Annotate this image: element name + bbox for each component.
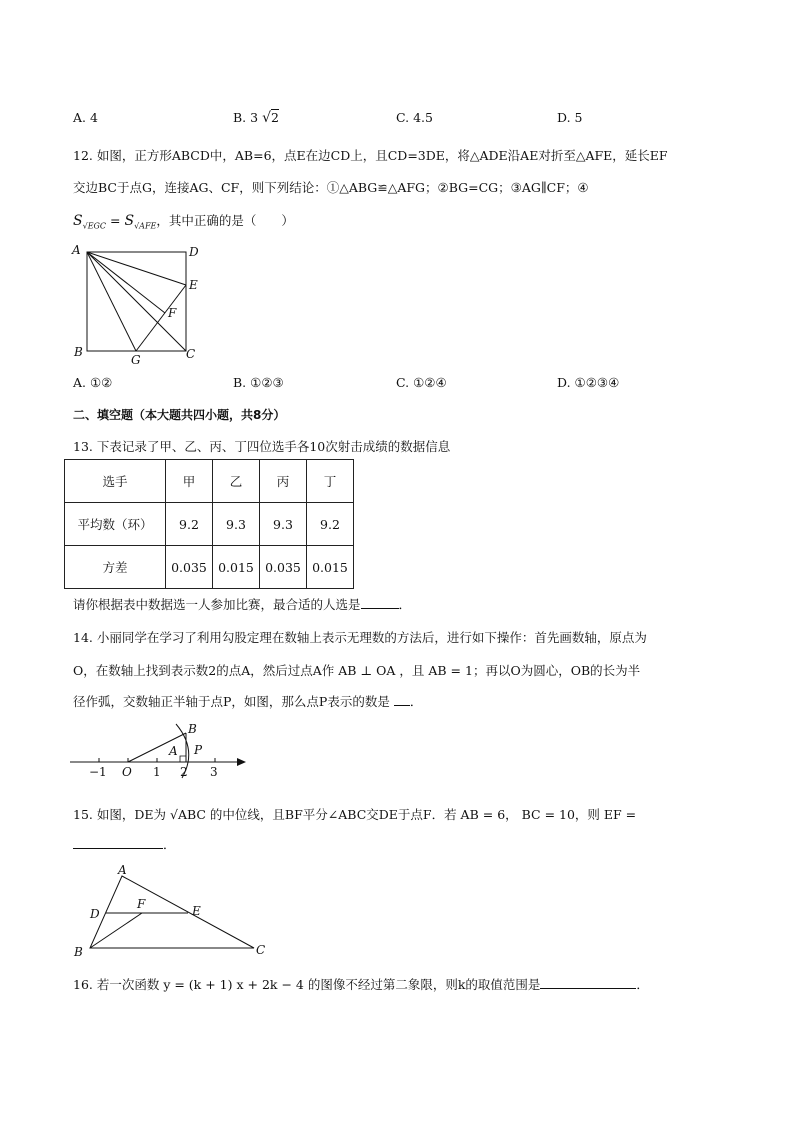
label-d: D (189, 245, 199, 259)
table-header-cell: 乙 (213, 460, 260, 503)
label-a: A (169, 744, 178, 758)
table-header-cell: 甲 (166, 460, 213, 503)
table-cell: 0.035 (260, 546, 307, 589)
q12-option-b: B. ①②③ (233, 375, 284, 390)
segment-eg (136, 285, 186, 351)
label-g: G (131, 353, 141, 367)
q13-answer-blank (361, 596, 399, 609)
q16-end: ． (636, 977, 649, 992)
right-angle-mark (180, 756, 186, 762)
label-o: O (122, 765, 132, 779)
tick-label: −1 (89, 765, 107, 779)
label-b: B (188, 722, 197, 736)
q14-answer-blank (394, 693, 410, 706)
label-b: B (74, 945, 83, 958)
q15-line1: 15. 如图，DE为 √ABC 的中位线，且BF平分∠ABC交DE于点F．若 AB = 6， BC = 10，则 EF = (73, 807, 637, 822)
segment-ag (87, 252, 136, 351)
q14-line3-text: 径作弧，交数轴正半轴于点P，如图，那么点P表示的数是 (73, 694, 390, 709)
q12-line3-tail: ，其中正确的是（ ） (156, 213, 294, 228)
q13-question-text: 请你根据表中数据选一人参加比赛，最合适的人选是 (73, 597, 361, 612)
q11-option-a: A. 4 (73, 110, 98, 125)
q12-s-lhs: S (73, 213, 83, 229)
q11-option-d: D. 5 (557, 110, 583, 125)
q15-answer-blank (73, 836, 163, 849)
q12-line3 (73, 211, 294, 231)
q14-line1: 14. 小丽同学在学习了利用勾股定理在数轴上表示无理数的方法后，进行如下操作：首先画数轴，原点为 (73, 630, 647, 645)
q12-s-rhs: S (124, 213, 135, 229)
q15-line2-end: ． (163, 837, 176, 852)
triangle-abc (90, 876, 254, 948)
label-f: F (137, 897, 146, 911)
table-header-row (65, 460, 354, 503)
label-d: D (90, 907, 100, 921)
q12-line2: 交边BC于点G，连接AG、CF，则下列结论：①△ABG≌△AFG；②BG=CG；③AG∥CF；④ (73, 180, 589, 195)
table-header-cell: 选手 (65, 460, 166, 503)
table-row (65, 503, 354, 546)
label-f: F (168, 306, 177, 320)
section2-title: 二、填空题（本大题共四小题，共8分） (73, 408, 286, 422)
q12-line1: 12. 如图，正方形ABCD中，AB=6，点E在边CD上，且CD=3DE，将△ADE沿AE对折至△AFE，延长EF (73, 148, 668, 163)
table-cell: 平均数（环） (65, 503, 166, 546)
table-cell: 0.035 (166, 546, 213, 589)
table-cell: 方差 (65, 546, 166, 589)
q11-option-b (233, 110, 279, 126)
q13-question-end: ． (398, 597, 412, 612)
q12-s-rhs-sub: √AFE (134, 221, 157, 231)
q12-square-figure (64, 242, 214, 367)
table-cell: 9.3 (260, 503, 307, 546)
q11-option-b-radicand: 2 (271, 110, 279, 125)
label-b: B (74, 345, 83, 359)
segment-ac-dir (87, 252, 186, 351)
q14-number-line-figure (66, 718, 252, 782)
q12-option-c: C. ①②④ (396, 375, 447, 390)
table-cell: 9.3 (213, 503, 260, 546)
table-header-cell: 丁 (307, 460, 354, 503)
table-cell: 0.015 (213, 546, 260, 589)
tick-label: 2 (180, 765, 188, 779)
q13-data-table (64, 459, 354, 589)
q11-option-b-prefix: B. 3 (233, 110, 259, 125)
q16-line (73, 975, 649, 993)
q12-s-lhs-sub: √EGC (82, 221, 107, 231)
q11-option-c: C. 4.5 (396, 110, 433, 125)
q12-equals: = (106, 213, 125, 228)
table-cell: 0.015 (307, 546, 354, 589)
q14-line2: O，在数轴上找到表示数2的点A，然后过点A作 AB ⊥ OA ，且 AB = 1；再以O为圆心，OB的长为半 (73, 663, 641, 678)
label-e: E (189, 278, 198, 292)
label-c: C (256, 943, 266, 957)
axis-arrow-icon (237, 758, 246, 766)
label-e: E (192, 904, 201, 918)
q12-option-a: A. ①② (73, 375, 113, 390)
tick-label: 3 (210, 765, 218, 779)
q15-triangle-figure (70, 862, 274, 958)
table-row (65, 546, 354, 589)
q13-intro: 13. 下表记录了甲、乙、丙、丁四位选手各10次射击成绩的数据信息 (73, 439, 451, 454)
q12-option-d: D. ①②③④ (557, 375, 620, 390)
label-a: A (72, 243, 81, 257)
q13-question (73, 595, 411, 613)
segment-ae (87, 252, 186, 285)
q14-line3 (73, 692, 422, 710)
sqrt-sign: √ (262, 110, 271, 126)
table-cell: 9.2 (166, 503, 213, 546)
label-c: C (186, 347, 196, 361)
label-p: P (194, 743, 203, 757)
table-cell: 9.2 (307, 503, 354, 546)
q16-text: 16. 若一次函数 y = (k + 1) x + 2k − 4 的图像不经过第二象限，则k的取值范围是 (73, 977, 541, 992)
q15-line2 (73, 835, 176, 853)
label-a: A (118, 863, 127, 877)
q16-answer-blank (540, 976, 636, 989)
segment-af (87, 252, 165, 313)
table-header-cell: 丙 (260, 460, 307, 503)
tick-label: 1 (153, 765, 161, 779)
q14-line3-end: ． (409, 694, 423, 709)
